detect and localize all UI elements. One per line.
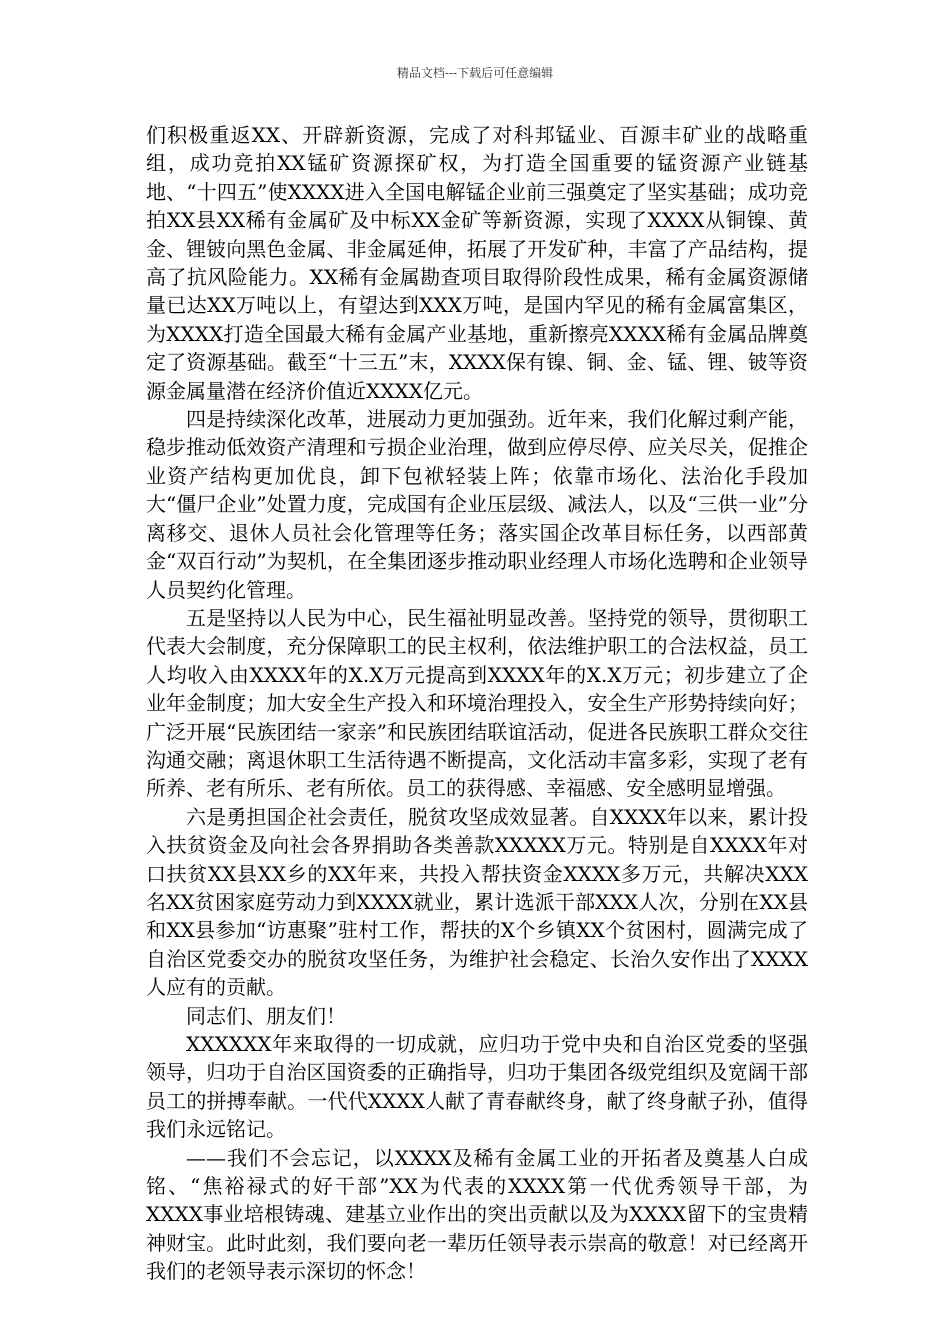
paragraph-achievements: XXXXXX年来取得的一切成就，应归功于党中央和自治区党委的坚强领导，归功于自治区国资委的正确指导，归功于集团各级党组织及宽阔干部员工的拼搏奉献。一代代XXXX人献了青春献终身，献了终身献子孙，值得我们永远铭记。 xyxy=(146,1032,808,1142)
paragraph-poverty-alleviation: 六是勇担国企社会责任，脱贫攻坚成效显著。自XXXX年以来，累计投入扶贫资金及向社会各界捐助各类善款XXXXX万元。特别是自XXXX年对口扶贫XX县XX乡的XX年来，共投入帮扶资金XXXX多万元，共解决XXX名XX贫困家庭劳动力到XXXX就业，累计选派干部XXX人次，分别在XX县和XX县参加“访惠聚”驻村工作，帮扶的X个乡镇XX个贫困村，圆满完成了自治区党委交办的脱贫攻坚任务，为维护社会稳定、长治久安作出了XXXX人应有的贡献。 xyxy=(146,804,808,1000)
paragraph-continuation: 们积极重返XX、开辟新资源，完成了对科邦锰业、百源丰矿业的战略重组，成功竞拍XX锰矿资源探矿权，为打造全国重要的锰资源产业链基地、“十四五”使XXXX进入全国电解锰企业前三强奠定了坚实基础；成功竞拍XX县XX稀有金属矿及中标XX金矿等新资源，实现了XXXX从铜镍、黄金、锂铍向黑色金属、非金属延伸，拓展了开发矿种，丰富了产品结构，提高了抗风险能力。XX稀有金属勘查项目取得阶段性成果，稀有金属资源储量已达XX万吨以上，有望达到XXX万吨，是国内罕见的稀有金属富集区，为XXXX打造全国最大稀有金属产业基地，重新擦亮XXXX稀有金属品牌奠定了资源基础。截至“十三五”末，XXXX保有镍、铜、金、锰、锂、铍等资源金属量潜在经济价值近XXXX亿元。 xyxy=(146,123,808,403)
document-body xyxy=(146,121,808,1286)
paragraph-salutation: 同志们、朋友们！ xyxy=(186,1003,346,1028)
paragraph-remembrance: ——我们不会忘记，以XXXX及稀有金属工业的开拓者及奠基人白成铭、“焦裕禄式的好干部”XX为代表的XXXX第一代优秀领导干部，为XXXX事业培根铸魂、建基立业作出的突出贡献以及为XXXX留下的宝贵精神财宝。此时此刻，我们要向老一辈历任领导表示崇高的敬意！对已经离开我们的老领导表示深切的怀念！ xyxy=(146,1145,808,1284)
paragraph-livelihood: 五是坚持以人民为中心，民生福祉明显改善。坚持党的领导，贯彻职工代表大会制度，充分保障职工的民主权利，依法维护职工的合法权益，员工人均收入由XXXX年的X.X万元提高到XXXX年的X.X万元；初步建立了企业年金制度；加大安全生产投入和环境治理投入，安全生产形势持续向好；广泛开展“民族团结一家亲”和民族团结联谊活动，促进各民族职工群众交往沟通交融；离退休职工生活待遇不断提高，文化活动丰富多彩，实现了老有所养、老有所乐、老有所依。员工的获得感、幸福感、安全感明显增强。 xyxy=(146,605,808,801)
paragraph-reform: 四是持续深化改革，进展动力更加强劲。近年来，我们化解过剩产能，稳步推动低效资产清理和亏损企业治理，做到应停尽停、应关尽关，促推企业资产结构更加优良，卸下包袱轻装上阵；依靠市场化、法治化手段加大“僵尸企业”处置力度，完成国有企业压层级、减法人，以及“三供一业”分离移交、退休人员社会化管理等任务；落实国企改革目标任务，以西部黄金“双百行动”为契机，在全集团逐步推动职业经理人市场化选聘和企业领导人员契约化管理。 xyxy=(146,407,808,602)
page-header: 精品文档---下载后可任意编辑 xyxy=(396,66,554,80)
